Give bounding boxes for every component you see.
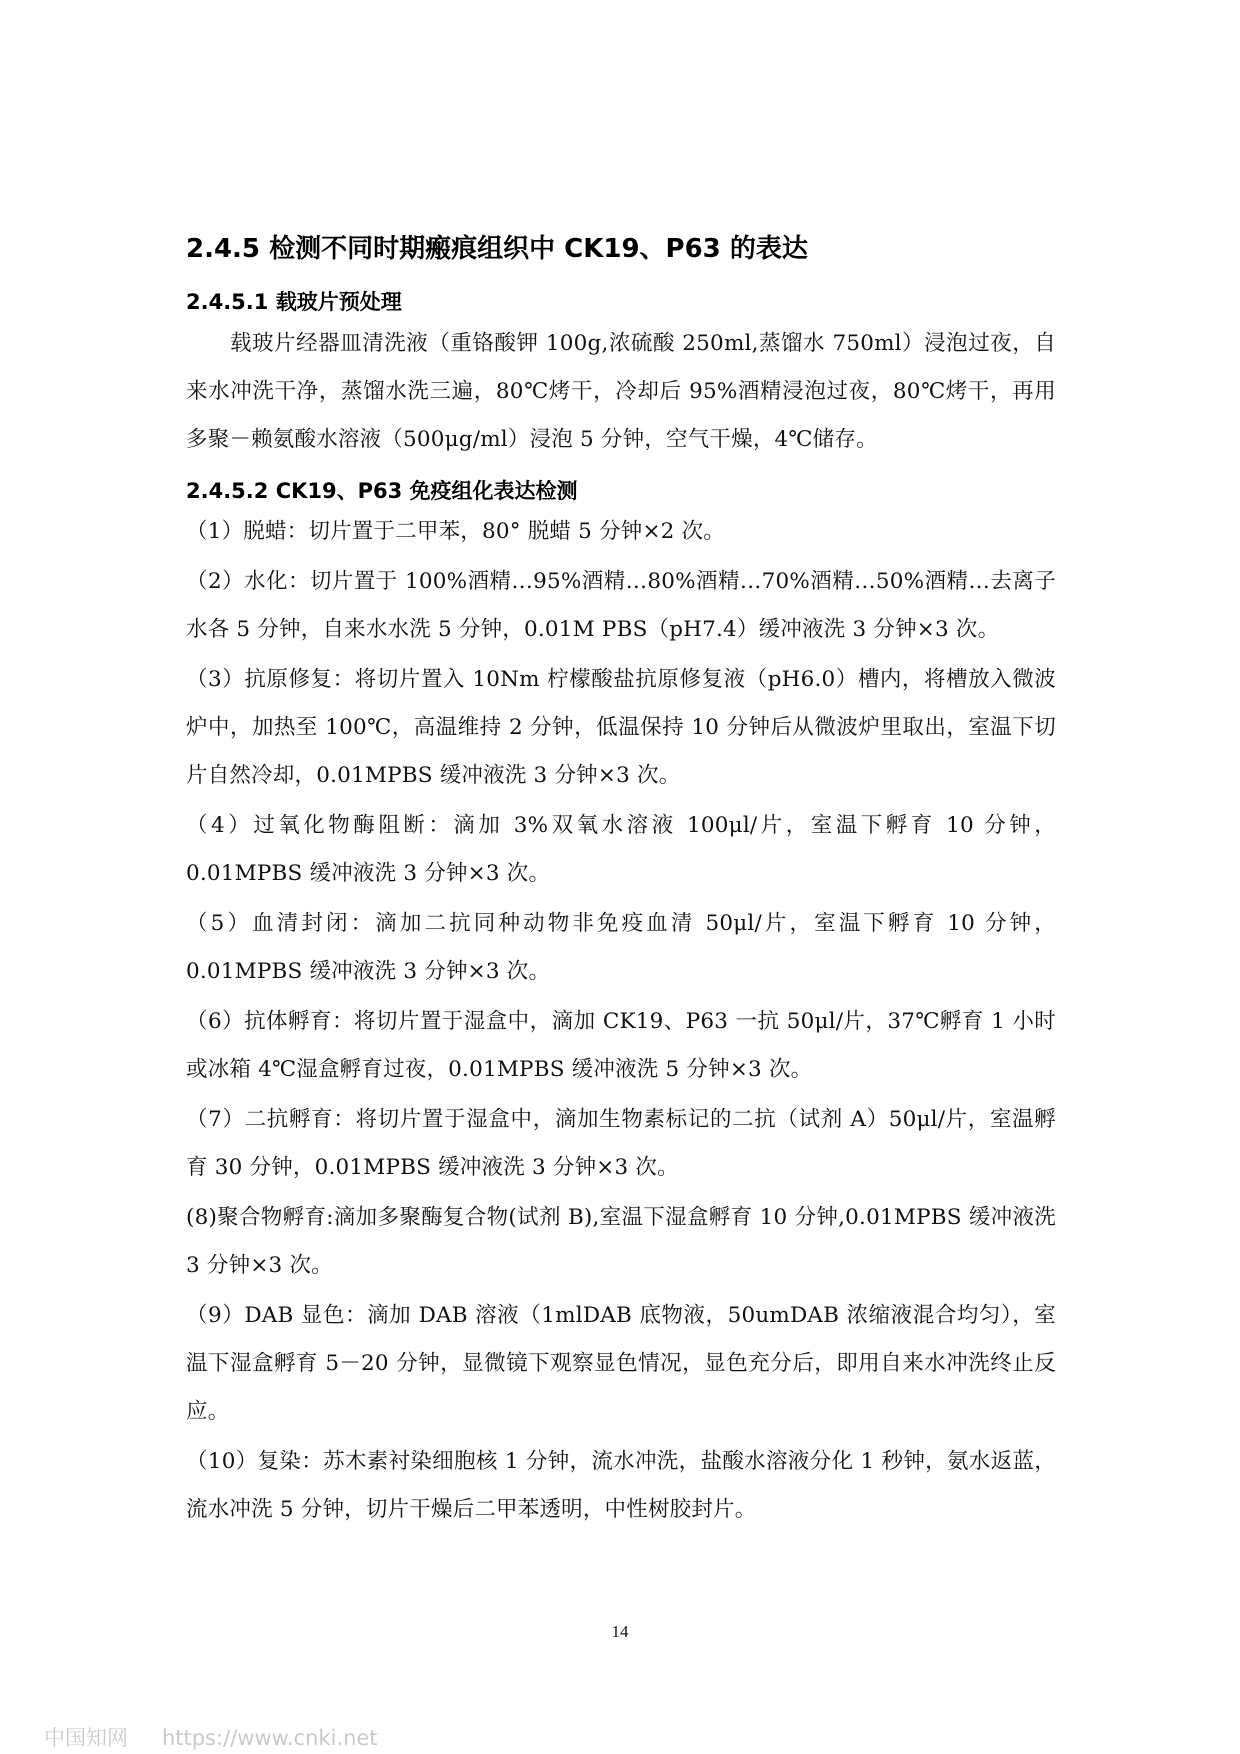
subsection-heading-slide-pretreatment: 2.4.5.1 载玻片预处理: [186, 290, 402, 314]
step-item: （3）抗原修复：将切片置入 10Nm 柠檬酸盐抗原修复液（pH6.0）槽内，将槽放入微波炉中，加热至 100℃，高温维持 2 分钟，低温保持 10 分钟后从微波炉里取出，室温下切片自然冷却，0.01MPBS 缓冲液洗 3 分钟×3 次。: [186, 667, 1056, 788]
step-item: （5）血清封闭：滴加二抗同种动物非免疫血清 50μl/片，室温下孵育 10 分钟，0.01MPBS 缓冲液洗 3 分钟×3 次。: [186, 911, 1056, 984]
watermark-brand: 中国知网: [44, 1726, 128, 1750]
section-heading: 2.4.5 检测不同时期瘢痕组织中 CK19、P63 的表达: [186, 234, 808, 264]
page-number: 14: [611, 1622, 629, 1641]
step-item: （4）过氧化物酶阻断：滴加 3%双氧水溶液 100μl/片，室温下孵育 10 分钟，0.01MPBS 缓冲液洗 3 分钟×3 次。: [186, 813, 1056, 886]
watermark-url: https://www.cnki.net: [162, 1726, 378, 1750]
step-item: （1）脱蜡：切片置于二甲苯，80° 脱蜡 5 分钟×2 次。: [186, 519, 725, 544]
step-item: （10）复染：苏木素衬染细胞核 1 分钟，流水冲洗，盐酸水溶液分化 1 秒钟，氨水返蓝，流水冲洗 5 分钟，切片干燥后二甲苯透明，中性树胶封片。: [186, 1449, 1056, 1522]
cnki-watermark: [44, 1722, 378, 1752]
step-item: （9）DAB 显色：滴加 DAB 溶液（1mlDAB 底物液，50umDAB 浓缩液混合均匀），室温下湿盒孵育 5－20 分钟，显微镜下观察显色情况，显色充分后，即用自来水冲洗终止反应。: [186, 1303, 1056, 1424]
slide-pretreatment-paragraph: 载玻片经器皿清洗液（重铬酸钾 100g,浓硫酸 250ml,蒸馏水 750ml）浸泡过夜，自来水冲洗干净，蒸馏水洗三遍，80℃烤干，冷却后 95%酒精浸泡过夜，80℃烤干，再用多聚－赖氨酸水溶液（500μg/ml）浸泡 5 分钟，空气干燥，4℃储存。: [186, 331, 1056, 452]
step-item: (8)聚合物孵育:滴加多聚酶复合物(试剂 B),室温下湿盒孵育 10 分钟,0.01MPBS 缓冲液洗 3 分钟×3 次。: [186, 1205, 1056, 1278]
ihc-steps-list: [186, 508, 1056, 1534]
subsection-heading-ihc-detection: 2.4.5.2 CK19、P63 免疫组化表达检测: [186, 479, 578, 503]
step-item: （7）二抗孵育：将切片置于湿盒中，滴加生物素标记的二抗（试剂 A）50μl/片，室温孵育 30 分钟，0.01MPBS 缓冲液洗 3 分钟×3 次。: [186, 1107, 1056, 1180]
step-item: （2）水化：切片置于 100%酒精…95%酒精…80%酒精…70%酒精…50%酒精…去离子水各 5 分钟，自来水水洗 5 分钟，0.01M PBS（pH7.4）缓冲液洗 3 分钟×3 次。: [186, 569, 1056, 642]
slide-pretreatment-paragraph-block: [186, 320, 1056, 464]
step-item: （6）抗体孵育：将切片置于湿盒中，滴加 CK19、P63 一抗 50μl/片，37℃孵育 1 小时或冰箱 4℃湿盒孵育过夜，0.01MPBS 缓冲液洗 5 分钟×3 次。: [186, 1009, 1056, 1082]
